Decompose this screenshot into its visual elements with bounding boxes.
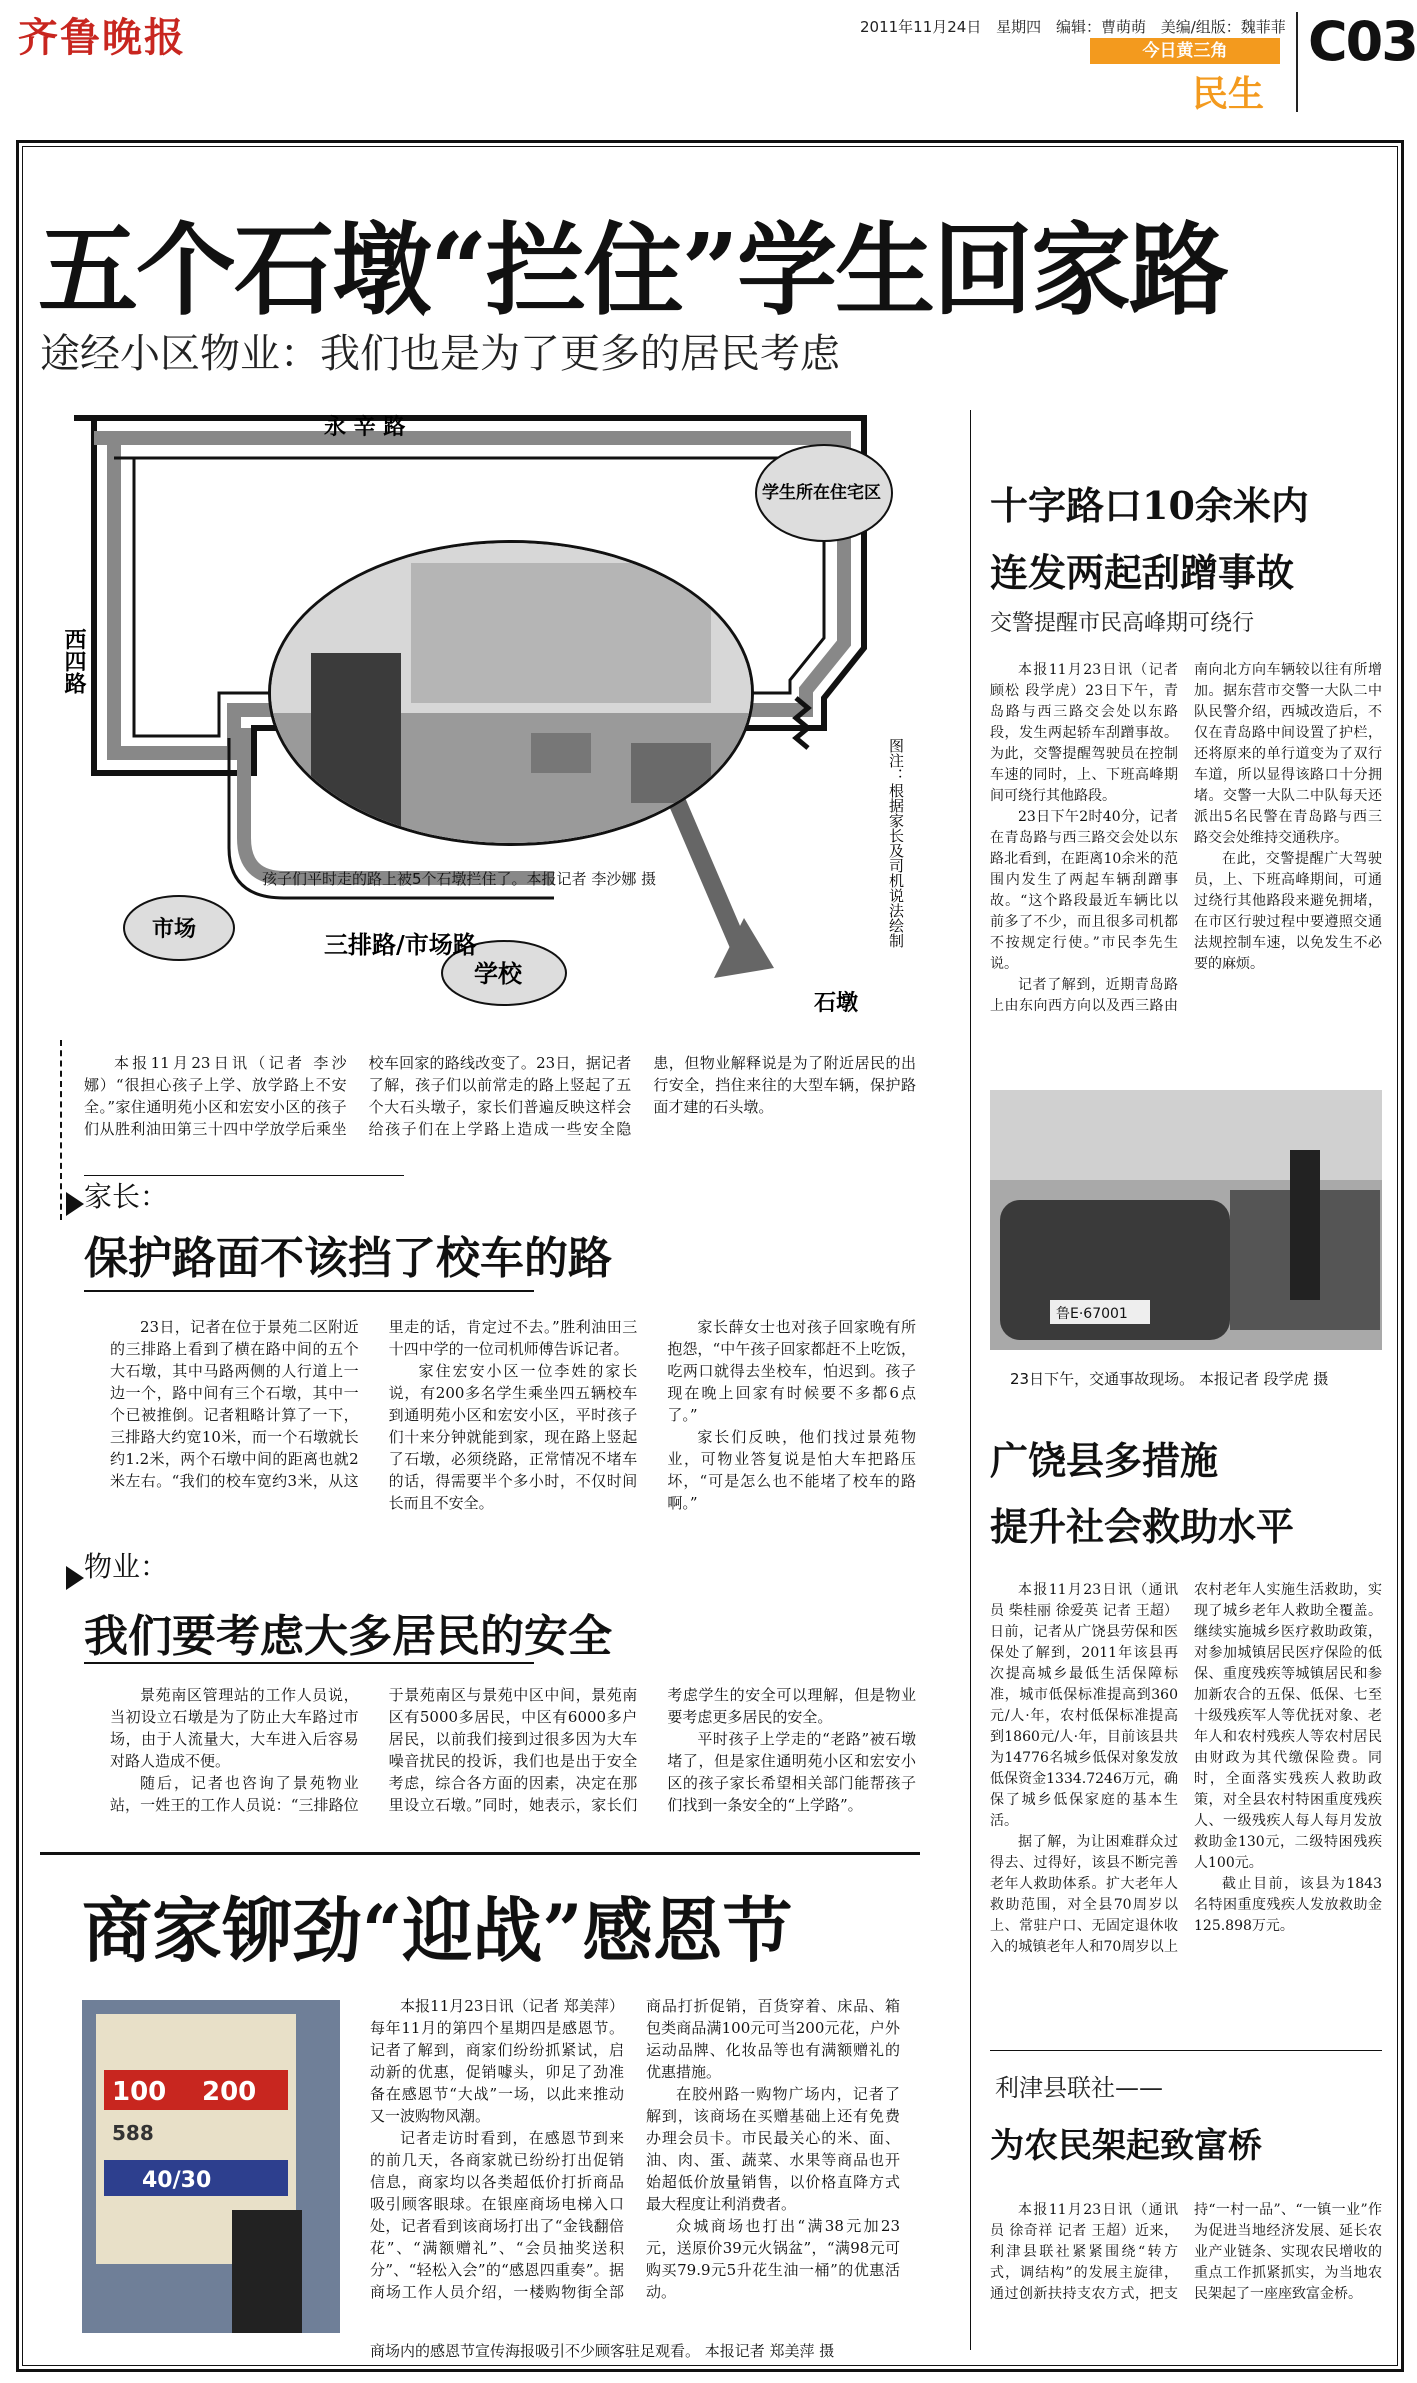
story2-paragraph: 众城商场也打出“满38元加23元，送原价39元火锅盆”，“满98元可购买79.9元5升花生油一桶”的优惠活动。 [646,2217,900,2301]
photo1-caption: 孩子们平时走的路上被5个石墩拦住了。本报记者 李沙娜 摄 [262,870,657,888]
story-b-title-1: 广饶县多措施 [990,1438,1219,1483]
section1-paragraph: 23日，记者在位于景苑二区附近的三排路上看到了横在路中间的五个大石墩，其中马路两侧的人行道上一边一个，路中间有三个石墩，其中一个已被推倒。记者粗略计算了一下，三排路大约宽10米，而一个石墩就长约1.2米，两个石墩中间的距离也就2米左右。“我们的校车宽约3米，从这里走的话，肯定过不去。”胜利油田三十四中学的一位司机师傅告诉记者。 [110,1318,638,1490]
section2-label: 物业： [84,1550,169,1583]
map-label-residence: 学生所在住宅区 [762,483,881,503]
lead-paragraph: 本报11月23日讯（记者 李沙娜）“很担心孩子上学、放学路上不安全。”家住通明苑小区和宏安小区的孩子们从胜利油田第三十四中学放学后乘坐校车回家的路线改变了。23日，据记者了解，孩子们以前常走的路上竖起了五个大石头墩子，家长们普遍反映这样会给孩子们在上学路上造成一些安全隐患，但物业解释说是为了附近居民的出行安全，挡住来往的大型车辆，保护路面才建的石头墩。 [84,1054,916,1138]
story-a-subtitle: 交警提醒市民高峰期可绕行 [990,611,1255,636]
section-tab: 今日黄三角 [1090,38,1280,64]
story-c-paragraph: 本报11月23日讯（通讯员 徐奇祥 记者 王超）近来，利津县联社紧紧围绕“转方式，调结构”的发展主旋律，通过创新扶持支农方式，把支持“一村一品”、“一镇一业”作为促进当地经济发展、延长农业产业链条、实现农民增收的重点工作抓紧抓实，为当地农民架起了一座座致富金桥。 [990,2202,1382,2302]
svg-text:西四路: 西四路 [61,628,87,694]
story-a-title-2: 连发两起刮蹭事故 [990,550,1295,595]
story-b-paragraph: 截止目前，该县为1843名特困重度残疾人发放救助金125.898万元。 [1194,1876,1382,1934]
map-label-stones: 石墩 [814,990,859,1016]
section2-paragraph: 景苑南区管理站的工作人员说，当初设立石墩是为了防止大车路过市场，由于人流量大，大车进入后容易对路人造成不便。 [110,1686,359,1770]
story-b-title-2: 提升社会救助水平 [990,1504,1295,1549]
section1-label: 家长： [84,1180,169,1213]
map-note: 图注：根据家长及司机说法绘制 [887,738,905,948]
story-b-paragraph: 据了解，为让困难群众过得去、过得好，该县不断完善老年人救助体系。扩大老年人救助范围，对全县70周岁以上、常驻户口、无固定退休收入的城镇老年人和70周岁以上农村老年人实施生活救助，实现了城乡老年人救助全覆盖。继续实施城乡医疗救助政策，对参加城镇居民医疗保险的低保、重度残疾等城镇居民和参加新农合的五保、低保、七至十级残疾军人等优抚对象、老年人和农村残疾人等农村居民由财政为其代缴保险费。同时，全面落实残疾人救助政策，对全县农村特困重度残疾人、一级残疾人每人每月发放救助金130元，二级特困残疾人100元。 [990,1582,1382,1955]
poster-price-1: 100 [112,2077,167,2107]
map-label-school: 学校 [474,959,522,988]
page-number: C03 [1308,10,1417,73]
section1-marker [66,1192,84,1216]
story-c-kicker: 利津县联社—— [995,2074,1163,2102]
designer-credit: 美编/组版：魏菲菲 [1160,18,1286,36]
section2-underline [84,1662,534,1664]
story-b-text [990,1580,1382,1958]
section2-title: 我们要考虑大多居民的安全 [84,1611,612,1662]
main-headline: 五个石墩“拦住”学生回家路 [38,211,1228,329]
column-divider [970,410,971,2350]
section1-title: 保护路面不该挡了校车的路 [84,1233,612,1284]
editor-credit: 编辑：曹萌萌 [1055,18,1146,36]
photo3-caption: 商场内的感恩节宣传海报吸引不少顾客驻足观看。 本报记者 郑美萍 摄 [370,2342,835,2360]
section2-text [110,1684,916,1816]
story-b-paragraph: 本报11月23日讯（通讯员 柴桂丽 徐爱英 记者 王超）日前，记者从广饶县劳保和医保处了解到，2011年该县再次提高城乡最低生活保障标准，城市低保标准提高到360元/人·年，农村低保标准提高到1860元/人·年，目前该县共为14776名城乡低保对象发放低保资金1334.7246万元，确保了城乡低保家庭的基本生活。 [990,1582,1178,1829]
story-a-paragraph: 本报11月23日讯（记者 顾松 段学虎）23日下午，青岛路与西三路交会处以东路段，发生两起轿车刮蹭事故。为此，交警提醒驾驶员在控制车速的同时，上、下班高峰期间可绕行其他路段。 [990,662,1178,804]
section1-text [110,1316,916,1514]
map-label-road-bottom: 三排路/市场路 [324,930,477,959]
main-subheadline: 途经小区物业：我们也是为了更多的居民考虑 [40,331,840,377]
story-c-rule [990,2050,1382,2051]
accident-photo [990,1090,1382,1350]
story-a-paragraph: 在此，交警提醒广大驾驶员，上、下班高峰期间，可通过绕行其他路段来避免拥堵，在市区行驶过程中要遵照交通法规控制车速，以免发生不必要的麻烦。 [1194,851,1382,972]
section1-paragraph: 家长们反映，他们找过景苑物业，可物业答复说是怕大车把路压坏，“可是怎么也不能堵了校车的路啊。” [667,1428,916,1512]
section1-paragraph: 家长薛女士也对孩子回家晚有所抱怨，“中午孩子回家都赶不上吃饭，吃两口就得去坐校车，怕迟到。孩子现在晚上回家有时候要不多都6点了。” [667,1318,916,1424]
section2-marker [66,1566,84,1590]
masthead-logo: 齐鲁晚报 [18,14,186,61]
story2-text [370,1995,900,2303]
stones-photo [268,540,754,846]
story-a-title-1: 十字路口10余米内 [990,483,1309,528]
story2-rule [40,1852,920,1855]
map-label-road-top: 永 辛 路 [324,414,406,440]
header-meta [860,16,1296,37]
section2-paragraph: 随后，记者也咨询了景苑物业站，一姓王的工作人员说：“三排路位于景苑南区与景苑中区中间，景苑南区有5000多居民，中区有6000多户居民，以前我们接到过很多因为大车噪音扰民的投诉，我们也是出于安全考虑，综合各方面的因素，决定在那里设立石墩。”同时，她表示，家长们考虑学生的安全可以理解，但是物业要考虑更多居民的安全。 [110,1686,916,1814]
map-label-market: 市场 [152,916,197,942]
section-name: 民生 [1192,74,1265,115]
section1-paragraph: 家住宏安小区一位李姓的家长说，有200多名学生乘坐四五辆校车到通明苑小区和宏安小区，平时孩子们十来分钟就能到家，现在路上竖起了石墩，必须绕路，正常情况不堵车的话，得需要半个多小时，不仅时间长而且不安全。 [388,1362,638,1512]
issue-weekday: 星期四 [996,18,1042,36]
poster-price-2: 200 [202,2077,257,2107]
map-dash [60,1040,62,1220]
story-a-paragraph: 记者了解到，近期青岛路上由东向西方向以及西三路由南向北方向车辆较以往有所增加。据东营市交警一大队二中队民警介绍，西城改造后，不仅在青岛路中间设置了护栏，还将原来的单行道变为了双行车道，所以显得该路口十分拥堵。交警一大队二中队每天还派出5名民警在青岛路与西三路交会处维持交通秩序。 [990,662,1382,1014]
lead-text [84,1052,916,1140]
poster-price-4: 40/30 [142,2168,212,2193]
plate-text: 鲁E·67001 [1056,1306,1128,1322]
story-c-text [990,2200,1382,2305]
story2-paragraph: 本报11月23日讯（记者 郑美萍）每年11月的第四个星期四是感恩节。记者了解到，商家们纷纷抓紧试，启动新的优惠，促销噱头，卯足了劲准备在感恩节“大战”一场，以此来推动又一波购物风潮。 [370,1997,624,2125]
story2-title: 商家铆劲“迎战”感恩节 [82,1889,793,1972]
story-a-text [990,660,1382,1017]
story2-paragraph: 记者走访时看到，在感恩节到来的前几天，各商家就已纷纷打出促销信息，商家均以各类超低价打折商品吸引顾客眼球。在银座商场电梯入口处，记者看到该商场打出了“金钱翻倍花”、“满额赠礼”、“会员抽奖送积分”、“轻松入会”的“感恩四重奏”。据商场工作人员介绍，一楼购物街全部商品打折促销，百货穿着、床品、箱包类商品满100元可当200元花，户外运动品牌、化妆品等也有满额赠礼的优惠措施。 [370,1997,900,2301]
section1-underline [84,1290,534,1292]
poster-price-3: 588 [112,2121,154,2145]
story2-paragraph: 在胶州路一购物广场内，记者了解到，该商场在买赠基础上还有免费办理会员卡。市民最关心的米、面、油、肉、蛋、蔬菜、水果等商品也开始超低价放量销售，以价格直降方式最大程度让利消费者。 [646,2085,900,2213]
story-a-paragraph: 23日下午2时40分，记者在青岛路与西三路交会处以东路北看到，在距离10余米的范围内发生了两起车辆刮蹭事故。“这个路段最近车辆比以前多了不少，而且很多司机都不按规定行使。”市民李先生说。 [990,809,1178,972]
map-label-road-left [61,628,87,694]
photo2-caption: 23日下午，交通事故现场。 本报记者 段学虎 摄 [1010,1370,1329,1388]
issue-date: 2011年11月24日 [860,18,982,36]
header-divider [1296,12,1298,112]
section2-paragraph: 平时孩子上学走的“老路”被石墩堵了，但是家住通明苑小区和宏安小区的孩子家长希望相关部门能帮孩子们找到一条安全的“上学路”。 [667,1730,916,1814]
story-c-title: 为农民架起致富桥 [990,2126,1262,2166]
poster-photo [82,2000,340,2333]
